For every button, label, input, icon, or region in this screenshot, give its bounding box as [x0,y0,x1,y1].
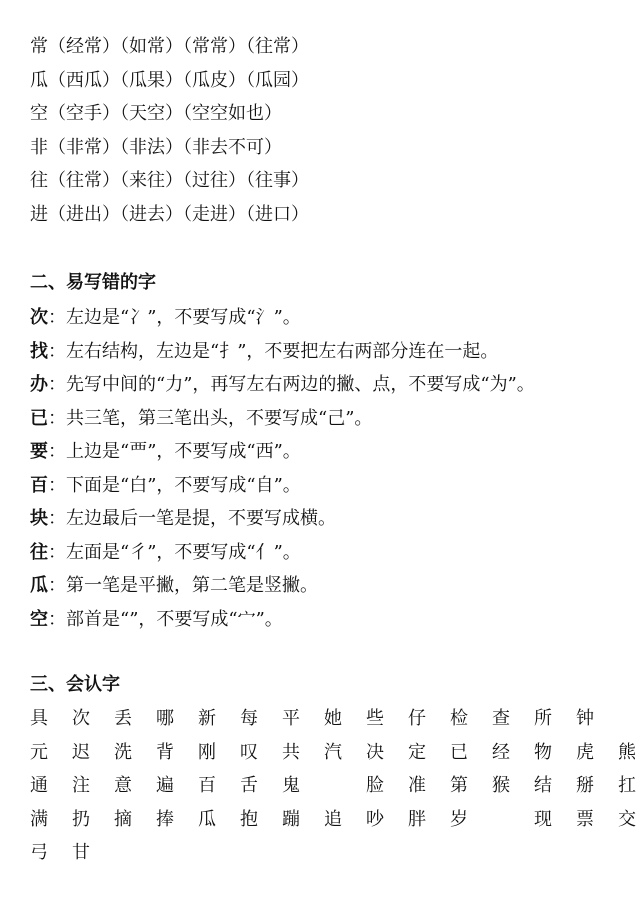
recognize-char: 扔 [72,808,90,830]
recognize-char: 满 [30,808,48,830]
recognize-char: 百 [198,775,216,796]
error-prone-item [30,536,535,570]
error-prone-item [30,569,535,603]
recognize-char: 虎 [576,741,594,763]
error-prone-char: 已 [30,407,48,429]
recognize-char: 熊 [618,741,636,763]
recognize-char: 迟 [72,741,90,763]
recognize-char [324,769,366,803]
recognize-char: 岁 [450,808,468,830]
error-prone-note: ：左右结构，左边是“扌”，不要把左右两部分连在一起。 [48,340,499,362]
recognize-char: 意 [114,775,132,796]
word-group-row: 非（非常）（非法）（非去不可） [30,136,282,158]
error-prone-note: ：左边是“冫”，不要写成“氵”。 [48,307,301,328]
recognize-char: 汽 [324,741,342,763]
recognize-char: 第 [450,775,468,796]
recognize-char: 每 [240,708,258,729]
char-grid-row [30,702,640,736]
recognize-char: 胖 [408,808,426,830]
char-grid-row [30,803,640,837]
recognize-char: 经 [492,741,510,763]
error-prone-item [30,301,535,335]
recognize-char: 所 [534,708,552,729]
error-prone-item [30,603,535,637]
recognize-char: 票 [576,808,594,830]
error-prone-note: ：上边是“覀”，不要写成“西”。 [48,441,301,462]
recognize-char: 些 [366,708,384,729]
recognize-char: 共 [282,741,300,763]
error-prone-char: 瓜 [30,575,48,596]
recognize-char: 决 [366,741,384,763]
recognize-char: 注 [72,775,90,796]
error-prone-list [30,301,535,636]
recognize-char: 扛 [618,775,636,796]
error-prone-char: 找 [30,340,48,362]
error-prone-char: 次 [30,307,48,328]
recognize-char: 蹦 [282,808,300,830]
recognize-char: 刚 [198,741,216,763]
recognize-char: 舌 [240,775,258,796]
recognize-char: 查 [492,708,510,729]
recognize-char: 甘 [72,842,90,863]
error-prone-note: ：左面是“彳”，不要写成“亻”。 [48,541,301,563]
word-group-row: 常（经常）（如常）（常常）（往常） [30,36,309,57]
recognize-char: 交 [618,808,636,830]
error-prone-item [30,402,535,436]
recognize-char: 鬼 [282,775,300,796]
error-prone-char: 要 [30,441,48,462]
error-prone-char: 块 [30,508,48,529]
section-heading-recognize: 三、会认字 [30,674,120,695]
recognize-char: 准 [408,775,426,796]
recognize-char: 次 [72,708,90,729]
error-prone-item [30,335,535,369]
recognize-char: 追 [324,808,342,830]
recognize-char: 物 [534,741,552,763]
section-heading-error-prone: 二、易写错的字 [30,272,156,293]
error-prone-note: ：第一笔是平撇，第二笔是竖撇。 [48,575,318,596]
word-group-row: 空（空手）（天空）（空空如也） [30,103,282,125]
error-prone-note: ：共三笔，第三笔出头，不要写成“己”。 [48,407,373,429]
recognize-char: 她 [324,708,342,729]
recognize-char: 定 [408,741,426,763]
recognize-char: 结 [534,775,552,796]
error-prone-item [30,368,535,402]
error-prone-char: 百 [30,474,48,496]
recognize-char: 哪 [156,708,174,729]
error-prone-item [30,435,535,469]
recognize-char: 抱 [240,808,258,830]
char-grid-row [30,736,640,770]
recognize-char: 检 [450,708,468,729]
error-prone-note: ：左边最后一笔是提，不要写成横。 [48,508,336,529]
error-prone-note: ：下面是“白”，不要写成“自”。 [48,474,301,496]
char-grid-row [30,769,640,803]
recognize-char: 遍 [156,775,174,796]
recognize-char: 叹 [240,741,258,763]
recognize-char: 捧 [156,808,174,830]
recognize-char: 元 [30,741,48,763]
error-prone-item [30,469,535,503]
recognize-char: 具 [30,708,48,729]
recognize-char: 新 [198,708,216,729]
recognize-char: 洗 [114,741,132,763]
recognize-char: 背 [156,741,174,763]
recognize-char: 瓜 [198,808,216,830]
error-prone-char: 空 [30,608,48,630]
error-prone-item [30,502,535,536]
word-group-list [30,30,309,232]
error-prone-char: 往 [30,541,48,563]
recognize-char [492,803,534,837]
error-prone-note: ：部首是“”，不要写成“宀”。 [48,608,283,630]
recognize-char: 脸 [366,775,384,796]
recognize-char: 已 [450,741,468,763]
recognize-char: 仔 [408,708,426,729]
recognize-char: 现 [534,808,552,830]
word-group-row: 进（进出）（进去）（走进）（进口） [30,203,309,225]
recognize-char: 平 [282,708,300,729]
recognize-char: 摘 [114,808,132,830]
recognize-char: 丢 [114,708,132,729]
char-grid-row [30,836,640,870]
recognize-char: 猴 [492,775,510,796]
recognize-char: 掰 [576,775,594,796]
recognize-char: 吵 [366,808,384,830]
recognize-char: 通 [30,775,48,796]
word-group-row: 瓜（西瓜）（瓜果）（瓜皮）（瓜园） [30,69,309,91]
recognize-char: 钟 [576,708,594,729]
word-group-row: 往（往常）（来往）（过往）（往事） [30,170,309,192]
error-prone-char: 办 [30,374,48,395]
error-prone-note: ：先写中间的“力”，再写左右两边的撇、点，不要写成“为”。 [48,374,535,395]
recognize-char: 弓 [30,842,48,863]
recognize-char-grid [30,702,640,870]
